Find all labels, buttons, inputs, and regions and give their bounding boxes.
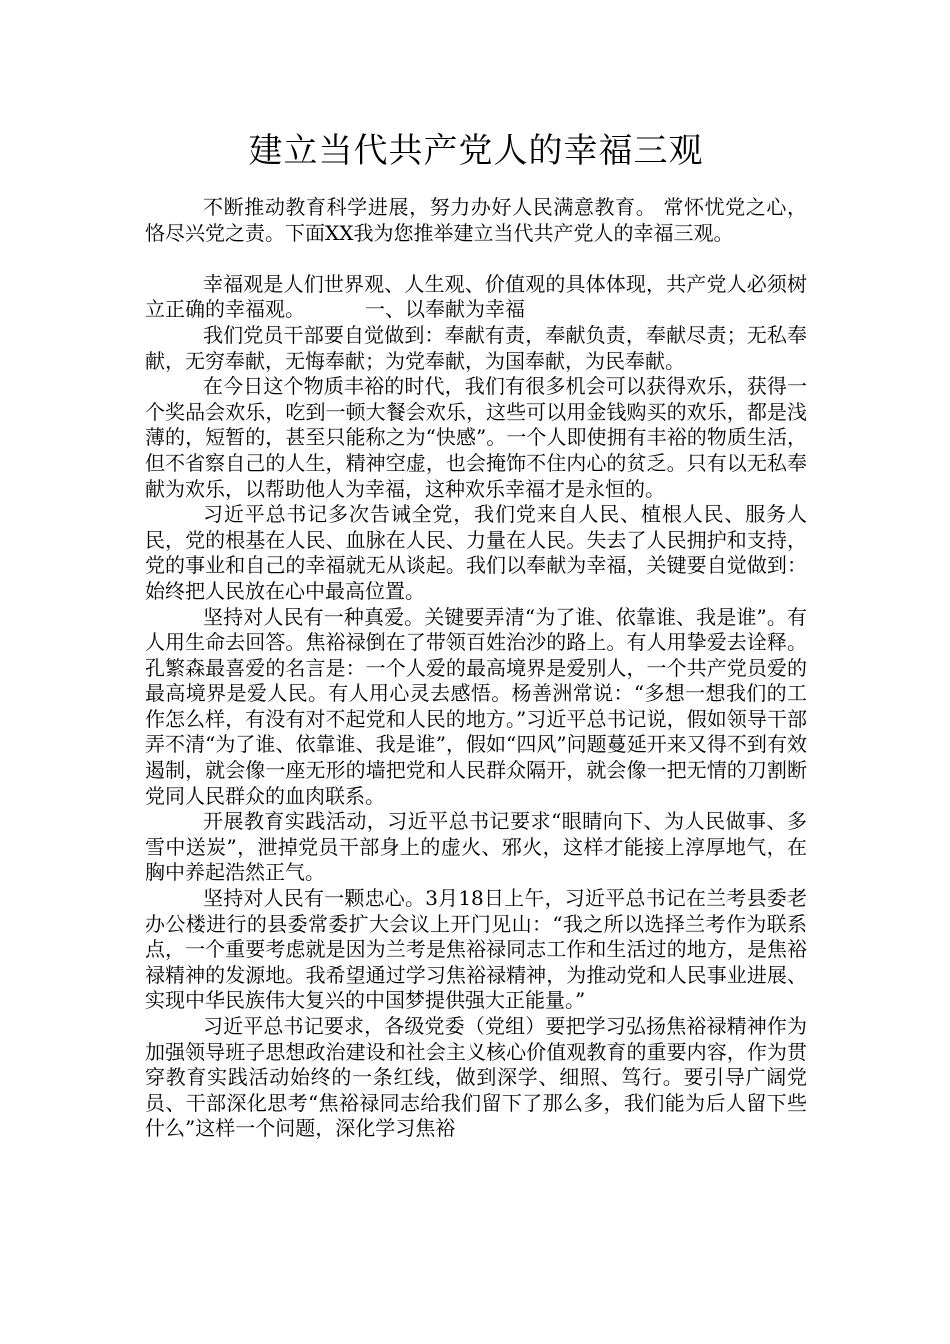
document-page: [145, 0, 807, 1142]
paragraph-true-love: 坚持对人民有一种真爱。关键要弄清“为了谁、依靠谁、我是谁”。有人用生命去回答。焦裕禄倒在了带领百姓治沙的路上。有人用挚爱去诠释。孔繁森最喜爱的名言是：一个人爱的最高境界是爱别人，一个共产党员爱的最高境界是爱人民。有人用心灵去感悟。杨善洲常说：“多想一想我们的工作怎么样，有没有对不起党和人民的地方。”习近平总书记说，假如领导干部弄不清“为了谁、依靠谁、我是谁”，假如“四风”问题蔓延开来又得不到有效遏制，就会像一座无形的墙把党和人民群众隔开，就会像一把无情的刀割断党同人民群众的血肉联系。: [145, 604, 807, 808]
paragraph-loyalty: 坚持对人民有一颗忠心。3月18日上午，习近平总书记在兰考县委老办公楼进行的县委常委扩大会议上开门见山：“我之所以选择兰考作为联系点，一个重要考虑就是因为兰考是焦裕禄同志工作和生活过的地方，是焦裕禄精神的发源地。我希望通过学习焦裕禄精神，为推动党和人民事业进展、实现中华民族伟大复兴的中国梦提供强大正能量。”: [145, 886, 807, 1013]
document-title: 建立当代共产党人的幸福三观: [248, 131, 704, 171]
section-heading: 一、以奉献为幸福: [365, 297, 525, 322]
paragraph-happiness-view: [145, 272, 807, 323]
paragraph-material-era: 在今日这个物质丰裕的时代，我们有很多机会可以获得欢乐，获得一个奖品会欢乐，吃到一顿大餐会欢乐，这些可以用金钱购买的欢乐，都是浅薄的，短暂的，甚至只能称之为“快感”。一个人即使拥有丰裕的物质生活，但不省察自己的人生，精神空虚，也会掩饰不住内心的贫乏。只有以无私奉献为欢乐，以帮助他人为幸福，这种欢乐幸福才是永恒的。: [145, 374, 807, 501]
document-body: [145, 195, 807, 1142]
paragraph-intro: 不断推动教育科学进展，努力办好人民满意教育。 常怀忧党之心，恪尽兴党之责。下面XX我为您推举建立当代共产党人的幸福三观。: [145, 195, 807, 245]
paragraph-happiness-view-text: 幸福观是人们世界观、人生观、价值观的具体体现，共产党人必须树立正确的幸福观。: [145, 271, 807, 322]
paragraph-jiao-yulu: 习近平总书记要求，各级党委（党组）要把学习弘扬焦裕禄精神作为加强领导班子思想政治建设和社会主义核心价值观教育的重要内容，作为贯穿教育实践活动始终的一条红线，做到深学、细照、笃行。要引导广阔党员、干部深化思考“焦裕禄同志给我们留下了那么多，我们能为后人留下些什么”这样一个问题，深化学习焦裕: [145, 1014, 807, 1141]
paragraph-party-people: 习近平总书记多次告诫全党，我们党来自人民、植根人民、服务人民，党的根基在人民、血脉在人民、力量在人民。失去了人民拥护和支持，党的事业和自己的幸福就无从谈起。我们以奉献为幸福，关键要自觉做到：始终把人民放在心中最高位置。: [145, 502, 807, 603]
paragraph-practice: 开展教育实践活动，习近平总书记要求“眼睛向下、为人民做事、多雪中送炭”，泄掉党员干部身上的虚火、邪火，这样才能接上淳厚地气，在胸中养起浩然正气。: [145, 809, 807, 885]
paragraph-dedication: 我们党员干部要自觉做到：奉献有责，奉献负责，奉献尽责；无私奉献，无穷奉献，无悔奉献；为党奉献，为国奉献，为民奉献。: [145, 322, 807, 373]
paragraph-gap: [145, 246, 807, 272]
